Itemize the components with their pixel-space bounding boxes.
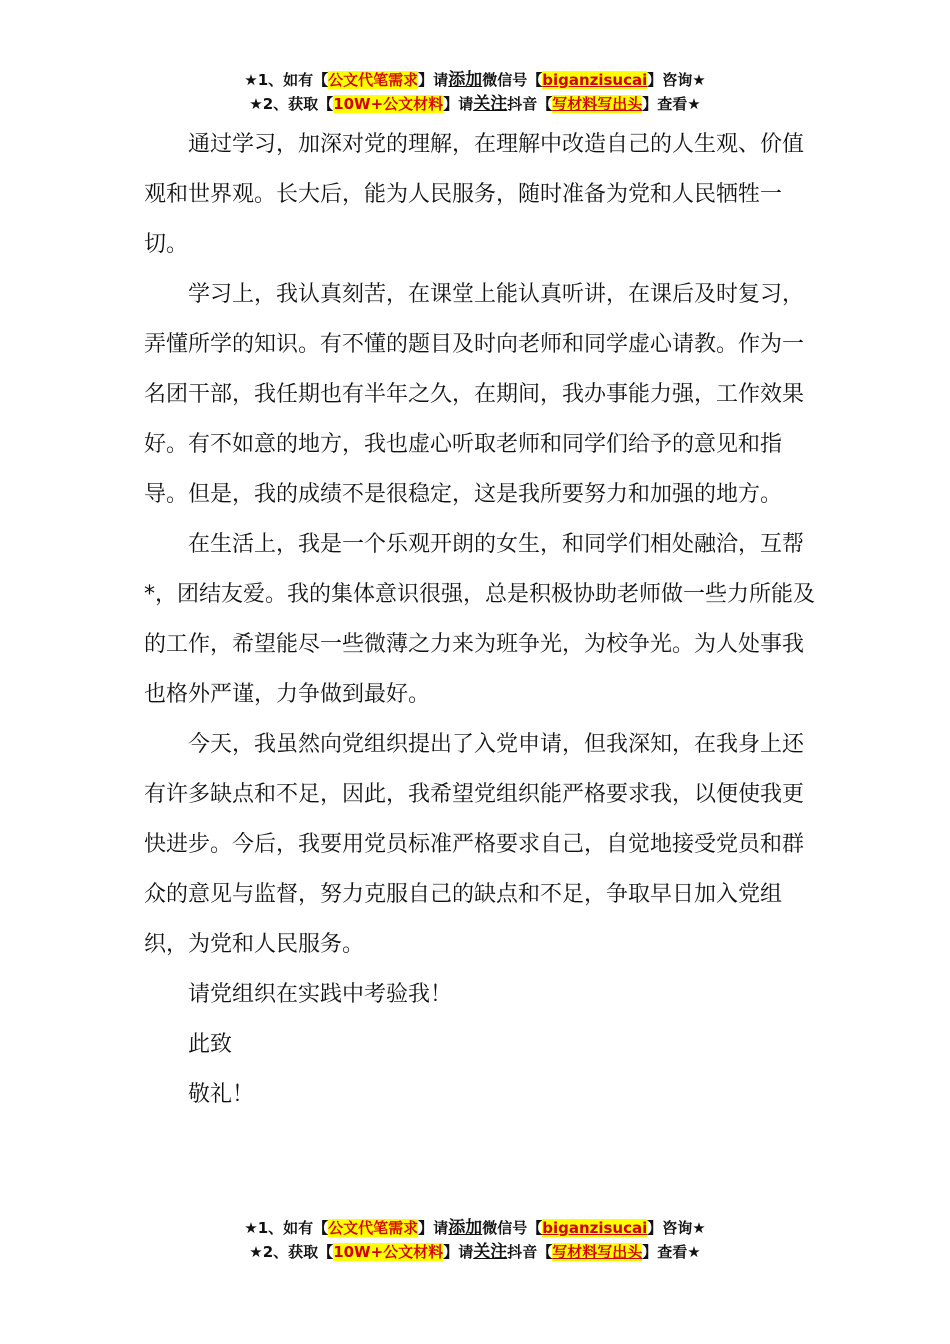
header-line-2-middle-2: 抖音【 <box>507 95 553 113</box>
paragraph-2: 学习上，我认真刻苦，在课堂上能认真听讲，在课后及时复习，弄懂所学的知识。有不懂的题目及时向老师和同学虚心请教。作为一名团干部，我任期也有半年之久，在期间，我办事能力强，工作效果好。有不如意的地方，我也虚心听取老师和同学们给予的意见和指导。但是，我的成绩不是很稳定，这是我所要努力和加强的地方。 <box>144 282 805 507</box>
document-body <box>144 120 816 1120</box>
header-line-1-middle-2: 微信号【 <box>482 71 543 89</box>
closing-request: 请党组织在实践中考验我！ <box>188 982 453 1007</box>
footer-banner <box>0 1216 950 1264</box>
header-line-2-emphasis: 关注 <box>473 94 508 114</box>
footer-line-2-middle: 】请 <box>443 1243 474 1261</box>
footer-line-2-prefix: ★2、获取【 <box>249 1243 334 1261</box>
header-line-2-highlight-materials: 10W+公文材料 <box>333 95 444 113</box>
footer-line-1-highlight-service: 公文代笔需求 <box>328 1219 419 1237</box>
header-line-2 <box>0 92 950 116</box>
header-line-2-suffix: 】查看★ <box>642 95 701 113</box>
header-douyin-account[interactable]: 写材料写出头 <box>552 95 643 113</box>
header-line-1-middle: 】请 <box>418 71 449 89</box>
header-line-2-middle: 】请 <box>443 95 474 113</box>
paragraph-4: 今天，我虽然向党组织提出了入党申请，但我深知，在我身上还有许多缺点和不足，因此，我希望党组织能严格要求我，以便使我更快进步。今后，我要用党员标准严格要求自己，自觉地接受党员和群众的意见与监督，努力克服自己的缺点和不足，争取早日加入党组织，为党和人民服务。 <box>144 732 805 957</box>
footer-line-2 <box>0 1240 950 1264</box>
header-banner <box>0 68 950 116</box>
salutation-jingli: 敬礼！ <box>188 1082 255 1107</box>
footer-line-2-emphasis: 关注 <box>473 1242 508 1262</box>
footer-line-1 <box>0 1216 950 1240</box>
footer-line-1-suffix: 】咨询★ <box>647 1219 706 1237</box>
header-wechat-id[interactable]: biganzisucai <box>542 71 648 89</box>
footer-line-1-prefix: ★1、如有【 <box>244 1219 329 1237</box>
header-line-1-highlight-service: 公文代笔需求 <box>328 71 419 89</box>
paragraph-3: 在生活上，我是一个乐观开朗的女生，和同学们相处融洽，互帮*，团结友爱。我的集体意识很强，总是积极协助老师做一些力所能及的工作，希望能尽一些微薄之力来为班争光，为校争光。为人处事我也格外严谨，力争做到最好。 <box>144 532 816 707</box>
footer-line-2-highlight-materials: 10W+公文材料 <box>333 1243 444 1261</box>
header-line-1-suffix: 】咨询★ <box>647 71 706 89</box>
footer-wechat-id[interactable]: biganzisucai <box>542 1219 648 1237</box>
header-line-1 <box>0 68 950 92</box>
footer-line-2-middle-2: 抖音【 <box>507 1243 553 1261</box>
header-line-1-prefix: ★1、如有【 <box>244 71 329 89</box>
footer-line-2-suffix: 】查看★ <box>642 1243 701 1261</box>
footer-douyin-account[interactable]: 写材料写出头 <box>552 1243 643 1261</box>
header-line-1-emphasis: 添加 <box>448 70 483 90</box>
paragraph-1: 通过学习，加深对党的理解，在理解中改造自己的人生观、价值观和世界观。长大后，能为人民服务，随时准备为党和人民牺牲一切。 <box>144 132 805 257</box>
footer-line-1-middle: 】请 <box>418 1219 449 1237</box>
footer-line-1-emphasis: 添加 <box>448 1218 483 1238</box>
header-line-2-prefix: ★2、获取【 <box>249 95 334 113</box>
footer-line-1-middle-2: 微信号【 <box>482 1219 543 1237</box>
salutation-cizhi: 此致 <box>188 1032 233 1057</box>
